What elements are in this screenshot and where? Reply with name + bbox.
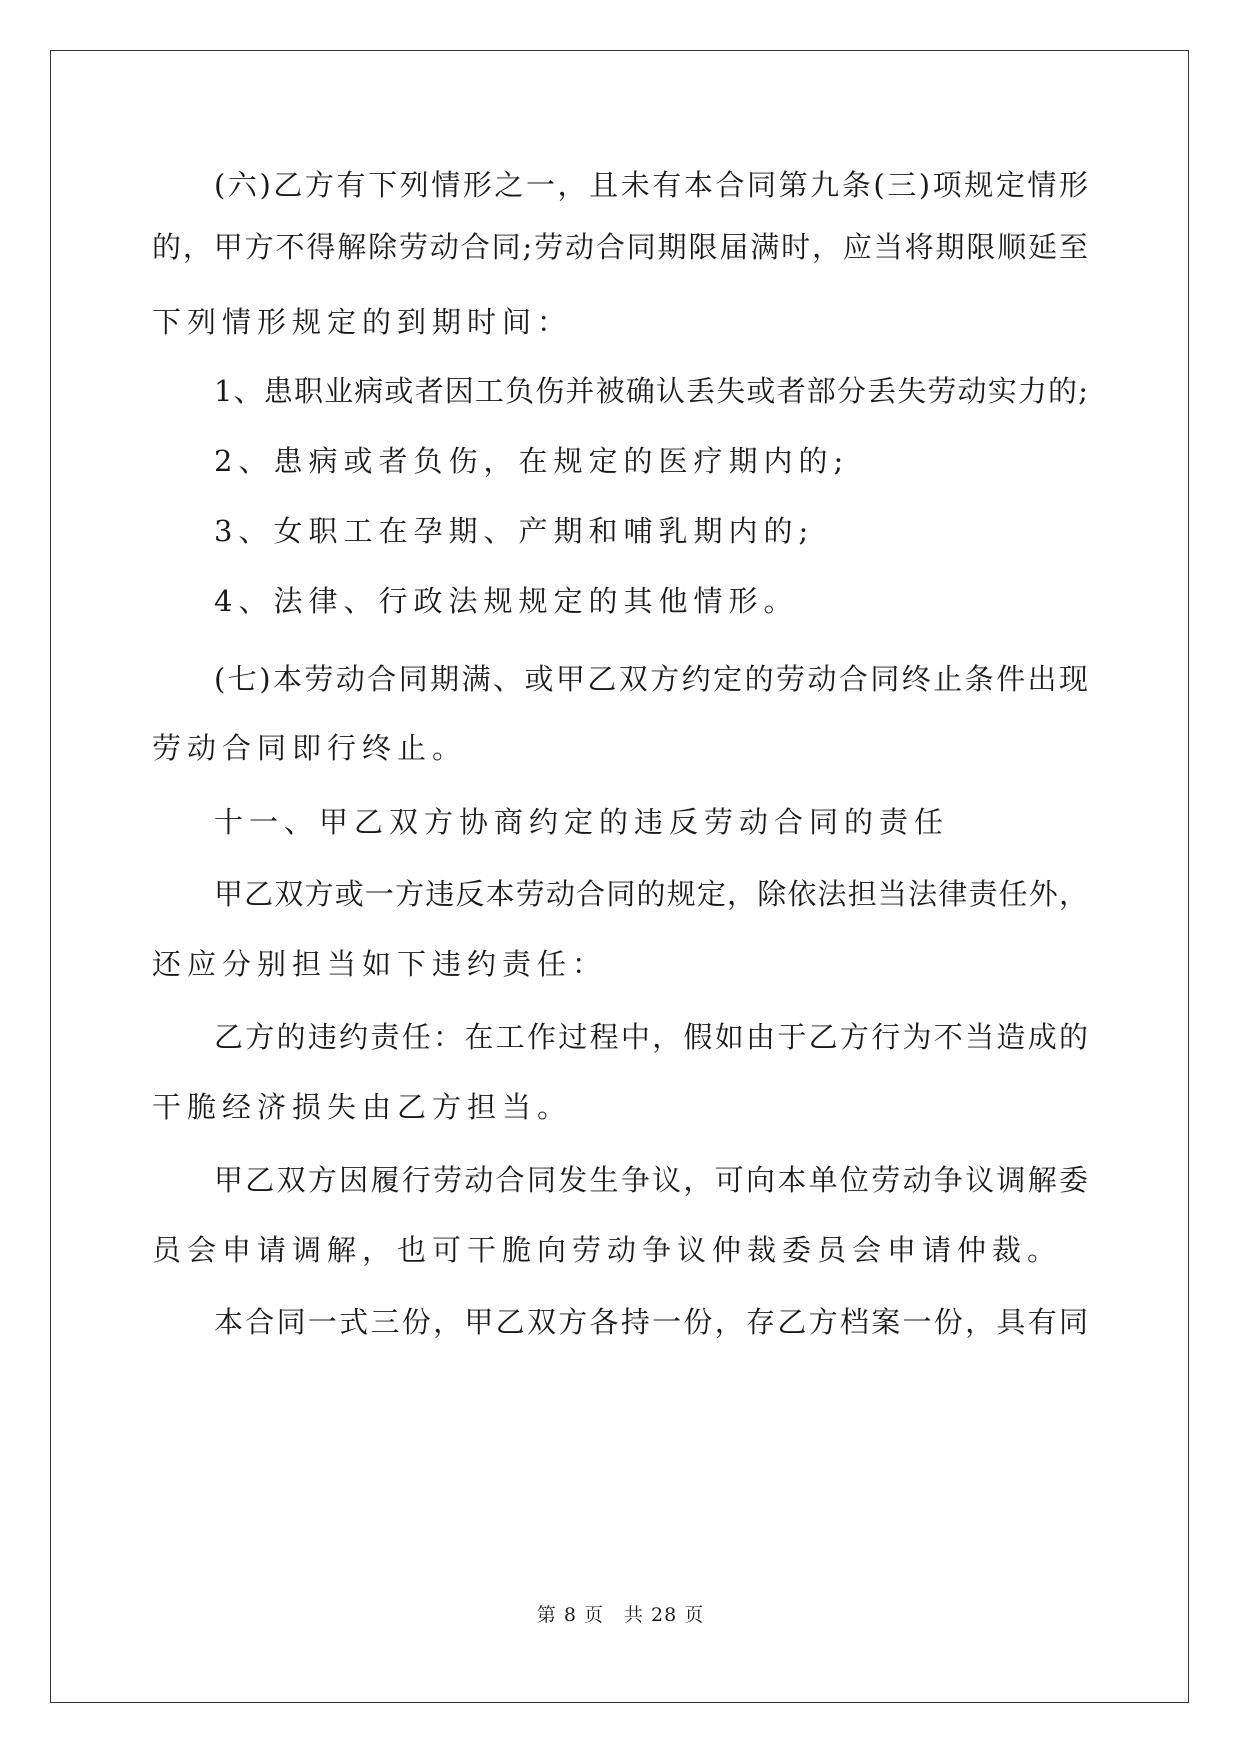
paragraph-line: 甲乙双方因履行劳动合同发生争议，可向本单位劳动争议调解委 <box>214 1163 1088 1197</box>
list-item: 4、法律、行政法规规定的其他情形。 <box>214 584 799 618</box>
paragraph-line: (六)乙方有下列情形之一，且未有本合同第九条(三)项规定情形 <box>214 168 1088 202</box>
list-item: 1、患职业病或者因工负伤并被确认丢失或者部分丢失劳动实力的; <box>214 374 1088 408</box>
paragraph-line: 乙方的违约责任：在工作过程中，假如由于乙方行为不当造成的 <box>214 1020 1088 1054</box>
section-heading: 十一、甲乙双方协商约定的违反劳动合同的责任 <box>214 805 950 839</box>
paragraph-line: 甲乙双方或一方违反本劳动合同的规定，除依法担当法律责任外， <box>214 877 1088 911</box>
paragraph-line: (七)本劳动合同期满、或甲乙双方约定的劳动合同终止条件出现 <box>214 662 1088 696</box>
paragraph-line: 的，甲方不得解除劳动合同;劳动合同期限届满时，应当将期限顺延至 <box>152 230 1088 264</box>
list-item: 3、女职工在孕期、产期和哺乳期内的; <box>214 514 815 548</box>
paragraph-line: 劳动合同即行终止。 <box>152 731 468 765</box>
paragraph-line: 还应分别担当如下违约责任： <box>152 947 608 981</box>
list-item: 2、患病或者负伤，在规定的医疗期内的; <box>214 444 850 478</box>
paragraph-line: 干脆经济损失由乙方担当。 <box>152 1090 573 1124</box>
paragraph-line: 员会申请调解，也可干脆向劳动争议仲裁委员会申请仲裁。 <box>152 1233 1063 1267</box>
page-number-footer: 第 8 页 共 28 页 <box>536 1604 705 1626</box>
paragraph-line: 本合同一式三份，甲乙双方各持一份，存乙方档案一份，具有同 <box>214 1305 1088 1339</box>
paragraph-line: 下列情形规定的到期时间： <box>152 305 573 339</box>
